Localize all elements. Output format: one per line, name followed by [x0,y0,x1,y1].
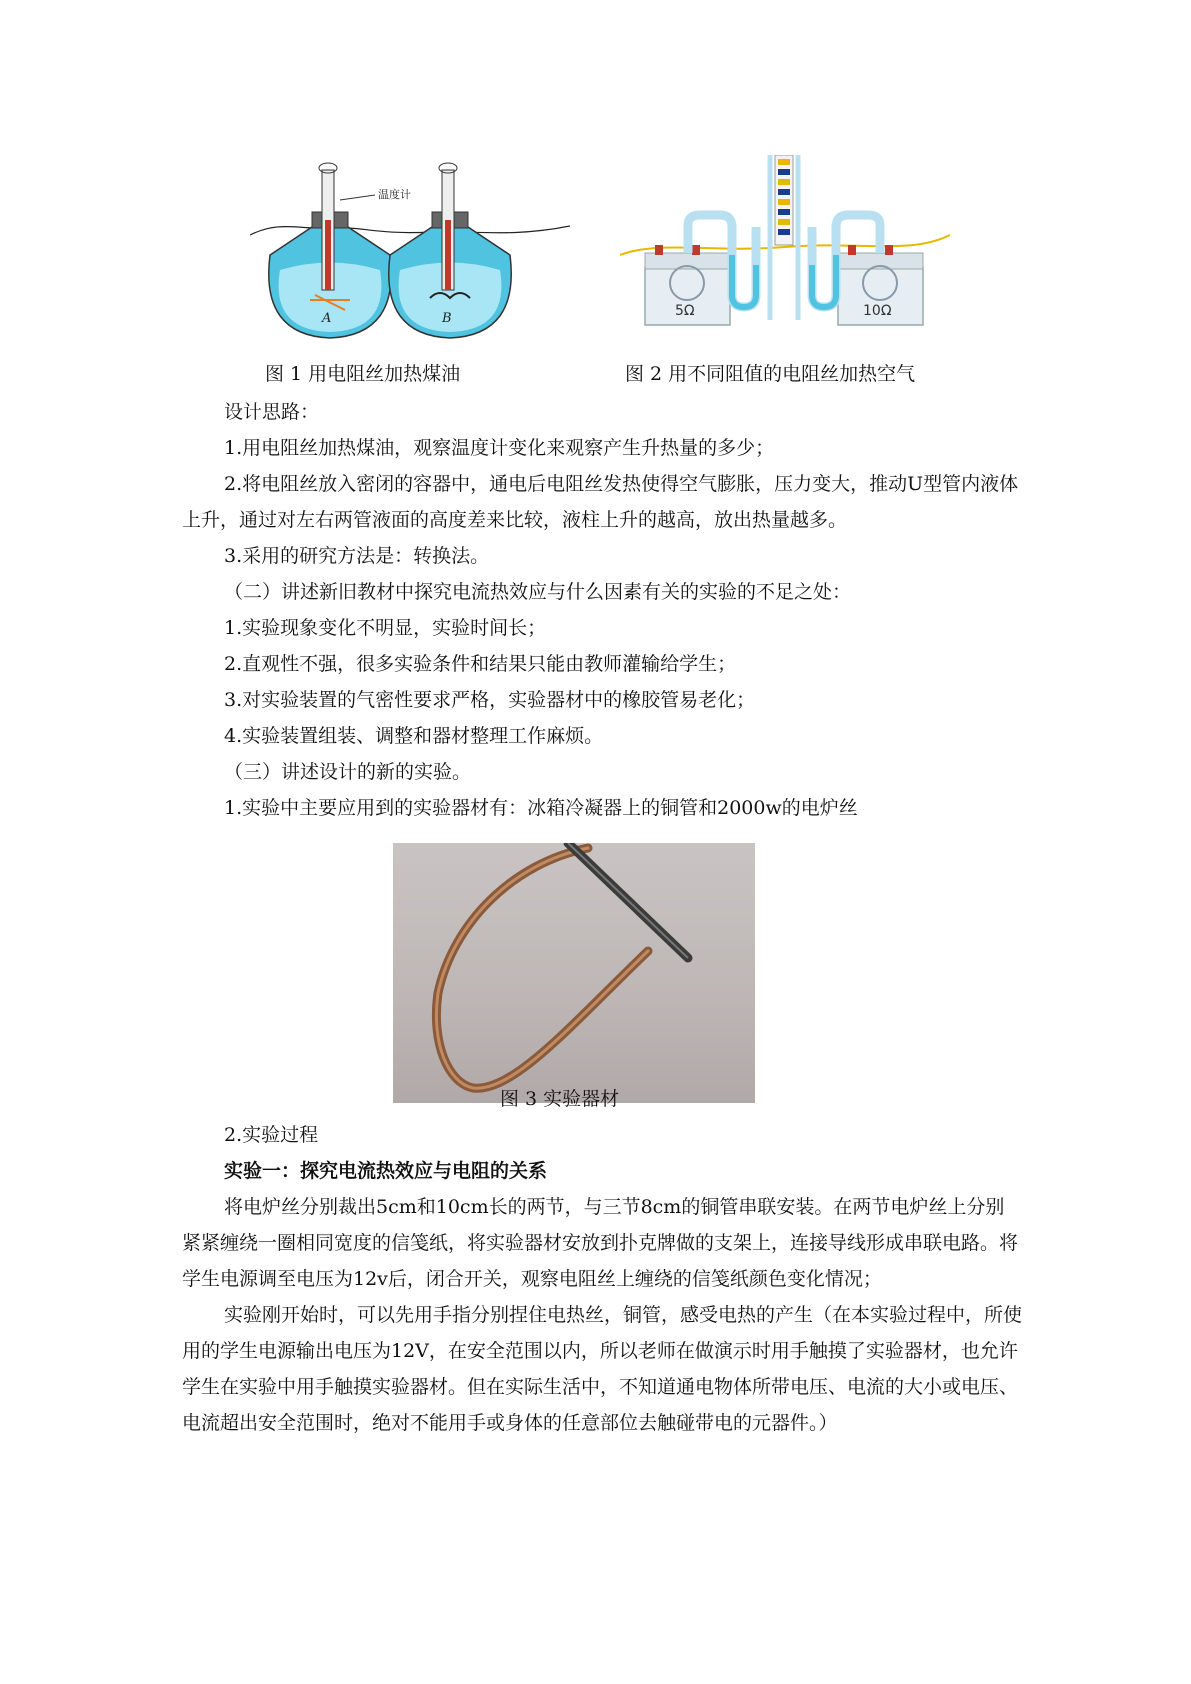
figure-2-u-tube-apparatus [620,155,950,330]
resistor-5-ohm-label: 5Ω [675,303,695,319]
process-label: 2.实验过程 [224,1124,319,1146]
figure-3-caption: 图 3 实验器材 [500,1088,620,1110]
paragraph: 1.用电阻丝加热煤油，观察温度计变化来观察产生升热量的多少； [224,437,775,459]
body-text-lower [182,1117,1022,1441]
paragraph: 1.实验现象变化不明显，实验时间长； [224,617,547,639]
paragraph: 4.实验装置组装、调整和器材整理工作麻烦。 [224,725,604,747]
paragraph: 2.直观性不强，很多实验条件和结果只能由教师灌输给学生； [224,653,737,675]
experiment-title: 实验一：探究电流热效应与电阻的关系 [224,1160,548,1182]
figure-1-caption: 图 1 用电阻丝加热煤油 [265,363,461,385]
figure-2-caption: 图 2 用不同阻值的电阻丝加热空气 [625,363,916,385]
paragraph: （二）讲述新旧教材中探究电流热效应与什么因素有关的实验的不足之处： [224,581,852,603]
figure-1-kerosene-flasks [250,160,570,345]
paragraph: 实验刚开始时，可以先用手指分别捏住电热丝，铜管，感受电热的产生（在本实验过程中，所使用的学生电源输出电压为12V，在安全范围以内，所以老师在做演示时用手触摸了实验器材，也允许学生在实验中用手触摸实验器材。但在实际生活中，不知道通电物体所带电压、电流的大小或电压、电流超出安全范围时，绝对不能用手或身体的任意部位去触碰带电的元器件。） [182,1304,1023,1434]
resistor-10-ohm-label: 10Ω [863,303,892,319]
paragraph: 1.实验中主要应用到的实验器材有：冰箱冷凝器上的铜管和2000w的电炉丝 [224,797,858,819]
figure-3-photo [393,843,755,1103]
body-text-upper [182,394,1022,826]
paragraph: （三）讲述设计的新的实验。 [224,761,472,783]
paragraph: 将电炉丝分别裁出5cm和10cm长的两节，与三节8cm的铜管串联安装。在两节电炉丝上分别紧紧缠绕一圈相同宽度的信笺纸，将实验器材安放到扑克牌做的支架上，连接导线形成串联电路。将学生电源调至电压为12v后，闭合开关，观察电阻丝上缠绕的信笺纸颜色变化情况； [182,1196,1019,1290]
paragraph: 3.对实验装置的气密性要求严格，实验器材中的橡胶管易老化； [224,689,756,711]
paragraph: 3.采用的研究方法是：转换法。 [224,545,490,567]
copper-tube-icon [393,843,755,1103]
flask-a-label: A [322,311,332,326]
paragraph: 设计思路： [224,401,320,423]
thermometer-label: 温度计 [378,188,411,201]
flask-b-label: B [442,311,452,326]
paragraph: 2.将电阻丝放入密闭的容器中，通电后电阻丝发热使得空气膨胀，压力变大，推动U型管内液体上升，通过对左右两管液面的高度差来比较，液柱上升的越高，放出热量越多。 [182,473,1019,531]
